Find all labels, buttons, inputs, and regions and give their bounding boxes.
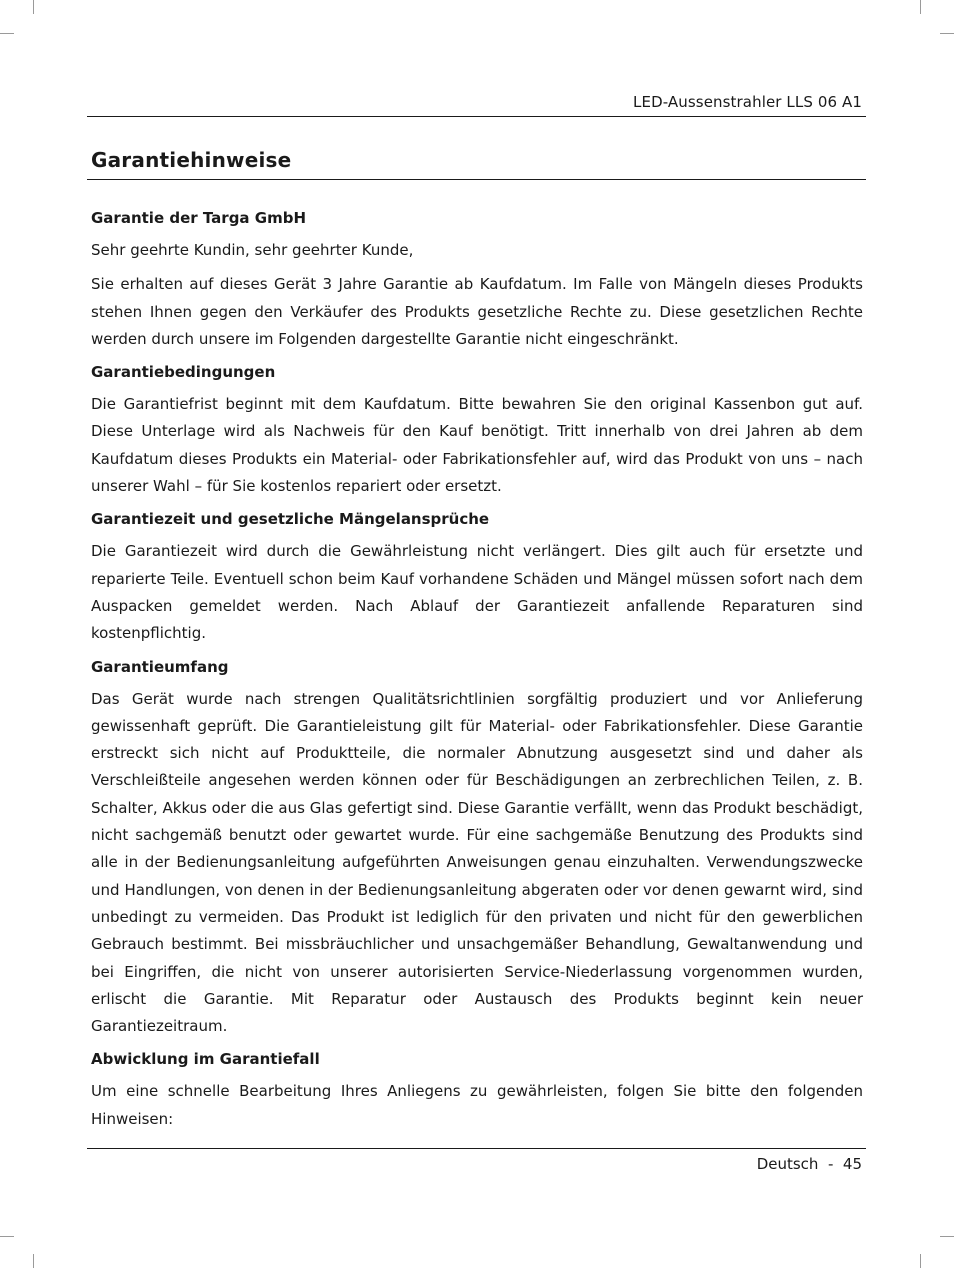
section-heading: Garantiebedingungen [91, 363, 276, 382]
crop-mark [33, 0, 34, 14]
paragraph: Um eine schnelle Bearbeitung Ihres Anliegens zu gewährleisten, folgen Sie bitte den folgenden Hinweisen: [91, 1082, 863, 1128]
section-heading: Garantiezeit und gesetzliche Mängelansprüche [91, 510, 490, 529]
crop-mark [920, 1254, 921, 1268]
page-title: Garantiehinweise [91, 148, 292, 172]
title-rule [87, 179, 866, 180]
crop-mark [33, 1254, 34, 1268]
paragraph: Sehr geehrte Kundin, sehr geehrter Kunde, [91, 241, 414, 259]
document-body [91, 206, 863, 1140]
section-warranty-scope [91, 655, 863, 1041]
paragraph: Das Gerät wurde nach strengen Qualitätsrichtlinien sorgfältig produziert und vor Anlieferung gewissenhaft geprüft. Die Garantieleistung gilt für Material- oder Fabrikationsfehler. Diese Garantie erstreckt sich nicht auf Produktteile, die normaler Abnutzung ausgesetzt sind und daher als Verschleißteile angesehen werden können oder für Beschädigungen an zerbrechlichen Teilen, z. B. Schalter, Akkus oder die aus Glas gefertigt sind. Diese Garantie verfällt, wenn das Produkt beschädigt, nicht sachgemäß benutzt oder gewartet wurde. Für eine sachgemäße Benutzung des Produkts sind alle in der Bedienungsanleitung aufgeführten Anweisungen genau einzuhalten. Verwendungszwecke und Handlungen, von denen in der Bedienungsanleitung abgeraten oder vor denen gewarnt wird, sind unbedingt zu vermeiden. Das Produkt ist lediglich für den privaten und nicht für den gewerblichen Gebrauch bestimmt. Bei missbräuchlicher und unsachgemäßer Behandlung, Gewaltanwendung und bei Eingriffen, die nicht von unserer autorisierten Service-Niederlassung vorgenommen wurden, erlischt die Garantie. Mit Reparatur oder Austausch des Produkts beginnt kein neuer Garantiezeitraum. [91, 689, 863, 1036]
paragraph: Die Garantiezeit wird durch die Gewährleistung nicht verlängert. Dies gilt auch für ersetzte und reparierte Teile. Eventuell schon beim Kauf vorhandene Schäden und Mängel müssen sofort nach dem Auspacken gemeldet werden. Nach Ablauf der Garantiezeit anfallende Reparaturen sind kostenpflichtig. [91, 542, 863, 643]
section-warranty-period [91, 507, 863, 647]
section-warranty-targa [91, 206, 863, 353]
footer-rule [87, 1148, 866, 1149]
crop-mark [940, 33, 954, 34]
crop-mark [940, 1236, 954, 1237]
section-warranty-handling [91, 1047, 863, 1133]
section-heading: Garantie der Targa GmbH [91, 209, 307, 227]
crop-mark [0, 1236, 14, 1237]
section-heading: Abwicklung im Garantiefall [91, 1050, 320, 1069]
page-footer: Deutsch - 45 [756, 1155, 862, 1173]
section-warranty-conditions [91, 360, 863, 500]
header-rule [87, 116, 866, 117]
crop-mark [0, 33, 14, 34]
crop-mark [920, 0, 921, 14]
paragraph: Sie erhalten auf dieses Gerät 3 Jahre Garantie ab Kaufdatum. Im Falle von Mängeln dieses Produkts stehen Ihnen gegen den Verkäufer des Produkts gesetzliche Rechte zu. Diese gesetzlichen Rechte werden durch unsere im Folgenden dargestellte Garantie nicht eingeschränkt. [91, 275, 863, 348]
paragraph: Die Garantiefrist beginnt mit dem Kaufdatum. Bitte bewahren Sie den original Kassenbon gut auf. Diese Unterlage wird als Nachweis für den Kauf benötigt. Tritt innerhalb von drei Jahren ab dem Kaufdatum dieses Produkts ein Material- oder Fabrikationsfehler auf, wird das Produkt von uns – nach unserer Wahl – für Sie kostenlos repariert oder ersetzt. [91, 395, 863, 496]
running-header: LED-Aussenstrahler LLS 06 A1 [633, 93, 862, 111]
section-heading: Garantieumfang [91, 657, 229, 676]
